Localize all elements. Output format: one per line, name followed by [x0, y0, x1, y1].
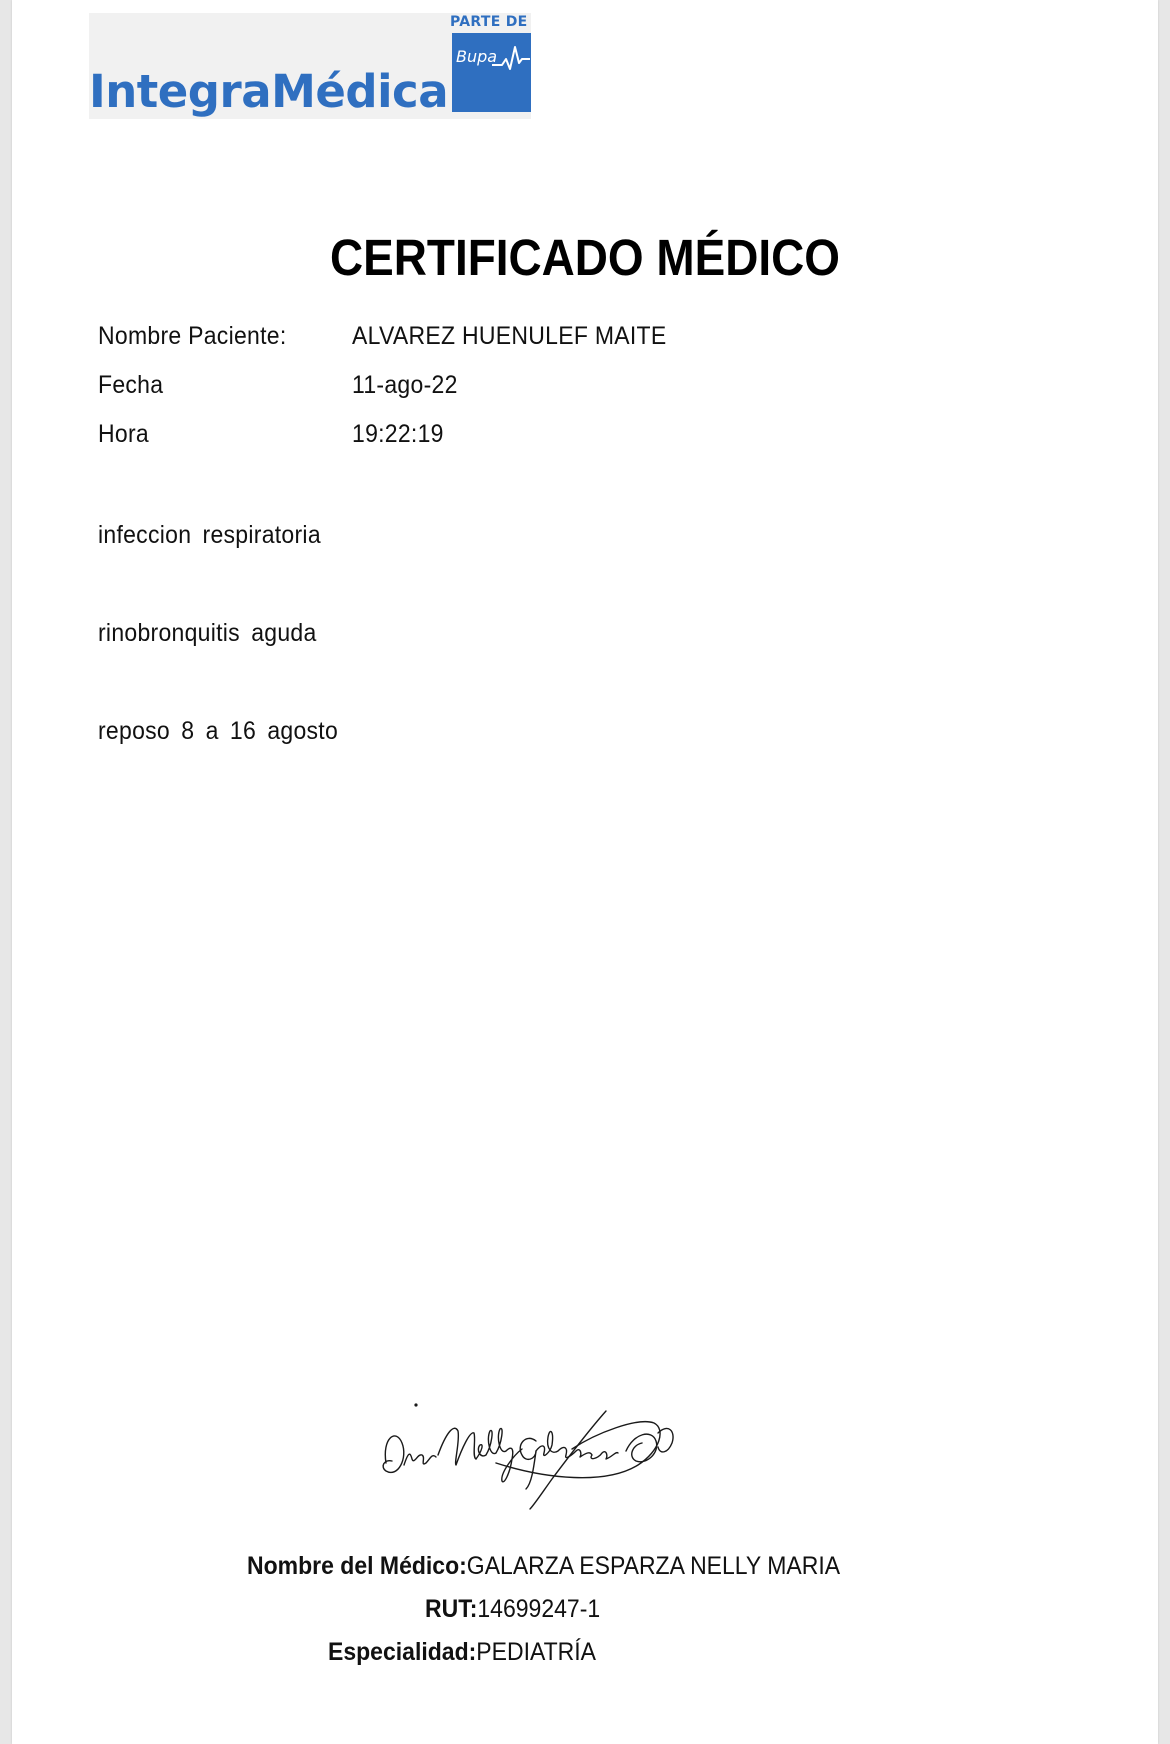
rest-period-note: reposo 8 a 16 agosto: [98, 717, 339, 745]
diagnosis-note: infeccion respiratoria: [98, 521, 321, 549]
logo-brand-text: IntegraMédica: [89, 65, 449, 118]
bupa-logo: [452, 33, 531, 112]
doctor-specialty-value: PEDIATRÍA: [476, 1638, 596, 1666]
bupa-text: Bupa: [456, 47, 498, 66]
time-label: Hora: [98, 420, 149, 448]
logo-parte-de: PARTE DE: [450, 14, 528, 30]
doctor-rut-label: RUT:: [425, 1595, 478, 1623]
doctor-rut-value: 14699247-1: [477, 1595, 601, 1623]
date-value: 11-ago-22: [352, 371, 458, 399]
time-value: 19:22:19: [352, 420, 444, 448]
doctor-specialty-line: [328, 1638, 596, 1667]
heartbeat-icon: [492, 45, 530, 71]
doctor-name-value: GALARZA ESPARZA NELLY MARIA: [466, 1552, 841, 1580]
doctor-rut-line: [425, 1595, 600, 1624]
integramedica-logo: [89, 13, 531, 119]
doctor-name-line: [247, 1552, 840, 1581]
page-title: CERTIFICADO MÉDICO: [330, 229, 840, 286]
patient-name-value: ALVAREZ HUENULEF MAITE: [352, 322, 667, 350]
doctor-specialty-label: Especialidad:: [328, 1638, 477, 1666]
date-label: Fecha: [98, 371, 164, 399]
patient-name-label: Nombre Paciente:: [98, 322, 287, 350]
doctor-name-label: Nombre del Médico:: [247, 1552, 467, 1580]
doctor-signature: [376, 1393, 706, 1513]
certificate-page: [12, 0, 1158, 1744]
diagnosis-detail-note: rinobronquitis aguda: [98, 619, 317, 647]
